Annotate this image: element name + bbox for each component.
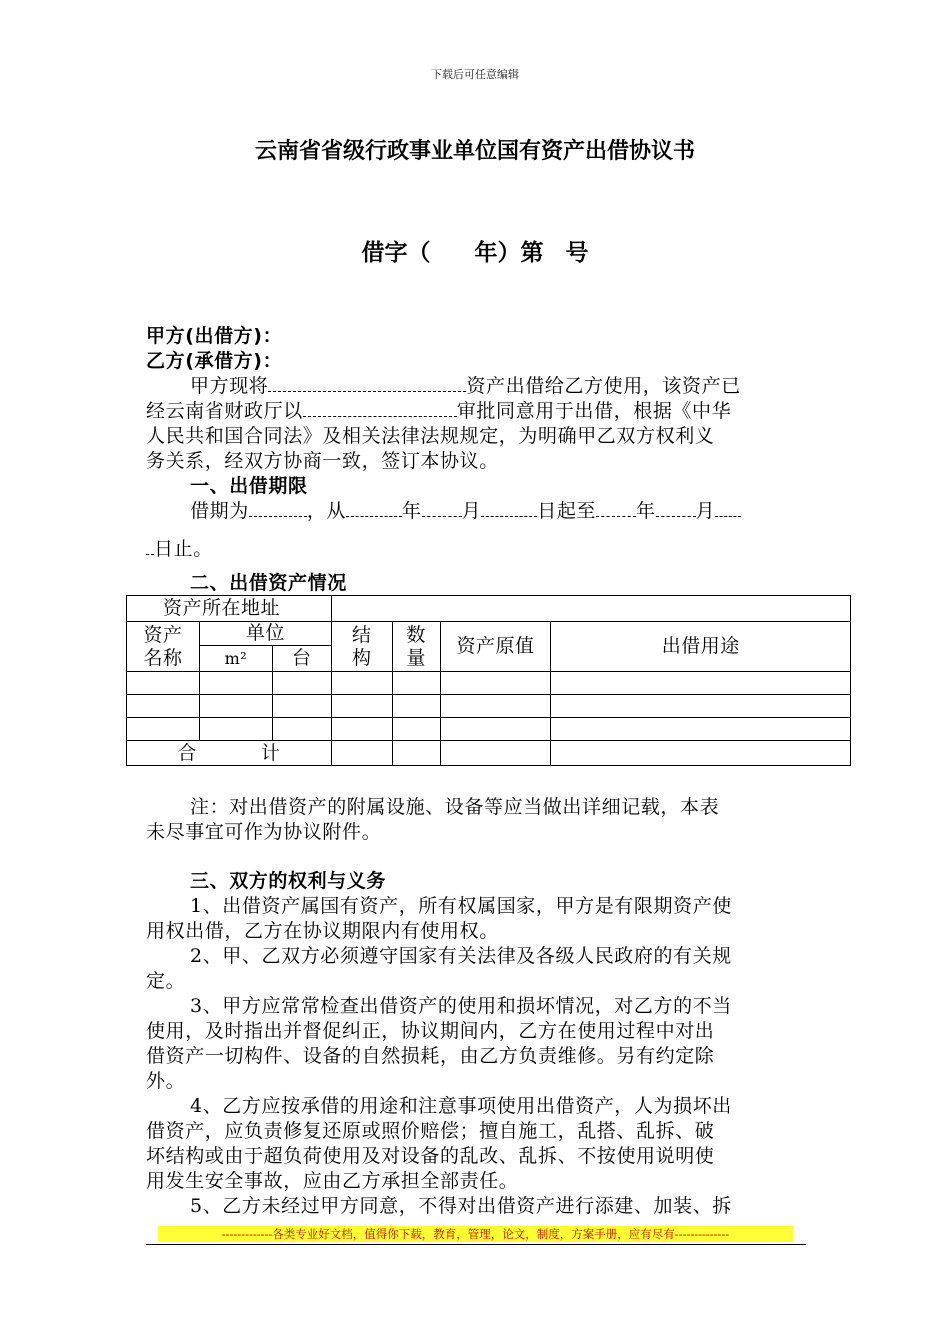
clause-1-line-1: 1、出借资产属国有资产，所有权属国家，甲方是有限期资产使 <box>190 895 732 917</box>
quantity-header: 数 量 <box>392 622 440 672</box>
asset-blank <box>268 377 466 392</box>
intro-line-4: 务关系，经双方协商一致，签订本协议。 <box>146 450 499 472</box>
footer-divider <box>146 1244 806 1245</box>
clause-2-line-1: 2、甲、乙双方必须遵守国家有关法律及各级人民政府的有关规 <box>190 945 732 967</box>
clause-4-line-2: 借资产，应负责修复还原或照价赔偿；擅自施工，乱搭、乱拆、破 <box>146 1120 715 1142</box>
table-row <box>127 672 851 695</box>
address-label-cell: 资产所在地址 <box>127 596 332 622</box>
clause-3-line-3: 借资产一切构件、设备的自然损耗，由乙方负责维修。另有约定除 <box>146 1045 715 1067</box>
intro-line-3: 人民共和国合同法》及相关法律法规规定，为明确甲乙双方权利义 <box>146 425 715 447</box>
unit-m2-header: m² <box>199 646 272 672</box>
section-1-heading: 一、出借期限 <box>190 475 308 497</box>
structure-header: 结 构 <box>331 622 392 672</box>
clause-4-line-3: 坏结构或由于超负荷使用及对设备的乱改、乱拆、不按使用说明使 <box>146 1145 715 1167</box>
clause-5-line-1: 5、乙方未经过甲方同意，不得对出借资产进行添建、加装、拆 <box>190 1195 732 1217</box>
note-line-1: 注：对出借资产的附属设施、设备等应当做出详细记载，本表 <box>190 796 720 818</box>
doc-number-year: 年）第 <box>474 240 544 266</box>
download-note: 下载后可任意编辑 <box>431 68 519 81</box>
original-value-header: 资产原值 <box>440 622 551 672</box>
approval-blank <box>303 402 457 417</box>
doc-number-prefix: 借字（ <box>361 240 431 266</box>
purpose-header: 出借用途 <box>551 622 851 672</box>
intro-line-2: 经云南省财政厅以 审批同意用于出借，根据《中华 <box>146 400 732 422</box>
party-b-label: 乙方(承借方)： <box>146 350 283 372</box>
asset-table <box>126 595 851 766</box>
section-3-heading: 三、双方的权利与义务 <box>190 870 387 892</box>
loan-period-line: 借期为 ，从 年 月 日起至 年 月 <box>190 498 741 524</box>
clause-1-line-2: 用权出借，乙方在协议期限内有使用权。 <box>146 920 499 942</box>
doc-number-suffix: 号 <box>565 240 589 266</box>
document-number <box>0 234 950 267</box>
section-2-heading: 二、出借资产情况 <box>190 572 347 594</box>
unit-tai-header: 台 <box>272 646 331 672</box>
clause-3-line-2: 使用，及时指出并督促纠正，协议期间内，乙方在使用过程中对出 <box>146 1020 715 1042</box>
note-line-2: 未尽事宜可作为协议附件。 <box>146 821 382 843</box>
clause-4-line-4: 用发生安全事故，应由乙方承担全部责任。 <box>146 1170 519 1192</box>
clause-3-line-4: 外。 <box>146 1070 186 1092</box>
unit-header: 单位 <box>199 622 331 646</box>
table-row <box>127 718 851 741</box>
loan-period-end: 日止。 <box>146 536 213 562</box>
asset-name-header: 资产 名称 <box>127 622 200 672</box>
footer-banner: -------------各类专业好文档，值得你下载，教育，管理，论文，制度，方案手册，应有尽有-------------- <box>158 1226 793 1242</box>
address-value-cell <box>331 596 850 622</box>
clause-4-line-1: 4、乙方应按承借的用途和注意事项使用出借资产，人为损坏出 <box>190 1095 732 1117</box>
document-title: 云南省省级行政事业单位国有资产出借协议书 <box>254 139 695 164</box>
total-label-cell: 合 计 <box>127 741 332 766</box>
table-row <box>127 695 851 718</box>
clause-3-line-1: 3、甲方应常常检查出借资产的使用和损坏情况，对乙方的不当 <box>190 995 732 1017</box>
clause-2-line-2: 定。 <box>146 970 186 992</box>
intro-line-1: 甲方现将 资产出借给乙方使用，该资产已 <box>190 375 741 397</box>
party-a-label: 甲方(出借方)： <box>146 325 283 347</box>
